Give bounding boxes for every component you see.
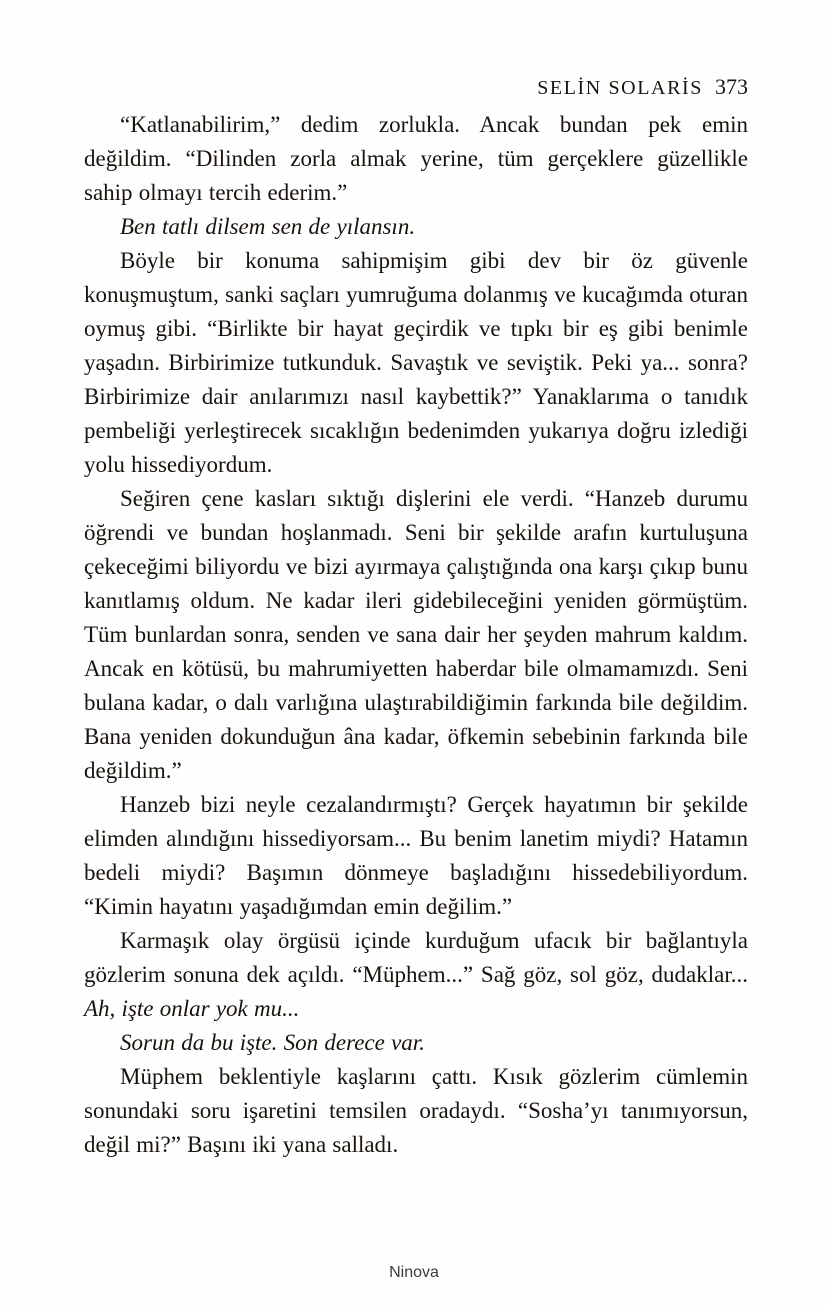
page-body	[84, 108, 748, 1162]
paragraph-narration: Hanzeb bizi neyle cezalandırmıştı? Gerçek hayatımın bir şekilde elimden alındığını hissediyorsam... Bu benim lanetim miydi? Hatamın bedeli miydi? Başımın dönmeye başladığını hissedebiliyordum. “Kimin hayatını yaşadığımdan emin değilim.”	[84, 792, 748, 919]
paragraph-dialogue: “Katlanabilirim,” dedim zorlukla. Ancak bundan pek emin değildim. “Dilinden zorla almak yerine, tüm gerçeklere güzellikle sahip olmayı tercih ederim.”	[84, 112, 748, 205]
page-footer	[0, 1264, 828, 1282]
running-head-title: SELİN SOLARİS	[537, 77, 703, 99]
paragraph-proverb-italic: Ben tatlı dilsem sen de yılansın.	[120, 214, 416, 239]
paragraph-narration: Müphem beklentiyle kaşlarını çattı. Kısık gözlerim cümlemin sonundaki soru işaretini temsilen oradaydı. “Sosha’yı tanımıyorsun, değil mi?” Başını iki yana salladı.	[84, 1064, 748, 1157]
paragraph-narration: Seğiren çene kasları sıktığı dişlerini ele verdi. “Hanzeb durumu öğrendi ve bundan hoşlanmadı. Seni bir şekilde arafın kurtuluşuna çekeceğimi biliyordu ve bizi ayırmaya çalıştığında ona karşı çıkıp bunu kanıtlamış oldum. Ne kadar ileri gidebileceğini yeniden görmüştüm. Tüm bunlardan sonra, senden ve sana dair her şeyden mahrum kaldım. Ancak en kötüsü, bu mahrumiyetten haberdar bile olmamamızdı. Seni bulana kadar, o dalı varlığına ulaştırabildiğimin farkında bile değildim. Bana yeniden dokunduğun âna kadar, öfkemin sebebinin farkında bile değildim.”	[84, 486, 748, 783]
running-head	[84, 74, 748, 100]
paragraph-thought-italic: Sorun da bu işte. Son derece var.	[120, 1030, 425, 1055]
paragraph-italic-run: Ah, işte onlar yok mu...	[84, 996, 300, 1021]
paragraph-text-run: Karmaşık olay örgüsü içinde kurduğum ufacık bir bağlantıyla gözlerim sonuna dek açıldı. “Müphem...” Sağ göz, sol göz, dudaklar...	[84, 928, 748, 987]
publisher-watermark: Ninova	[389, 1264, 439, 1281]
paragraph-narration: Böyle bir konuma sahipmişim gibi dev bir öz güvenle konuşmuştum, sanki saçları yumruğuma dolanmış ve kucağımda oturan oymuş gibi. “Birlikte bir hayat geçirdik ve tıpkı bir eş gibi benimle yaşadın. Birbirimize tutkunduk. Savaştık ve seviştik. Peki ya... sonra? Birbirimize dair anılarımızı nasıl kaybettik?” Yanaklarıma o tanıdık pembeliği yerleştirecek sıcaklığın bedenimden yukarıya doğru izlediği yolu hissediyordum.	[84, 248, 748, 477]
page-number: 373	[715, 74, 748, 99]
paragraph-mixed	[84, 924, 748, 1026]
